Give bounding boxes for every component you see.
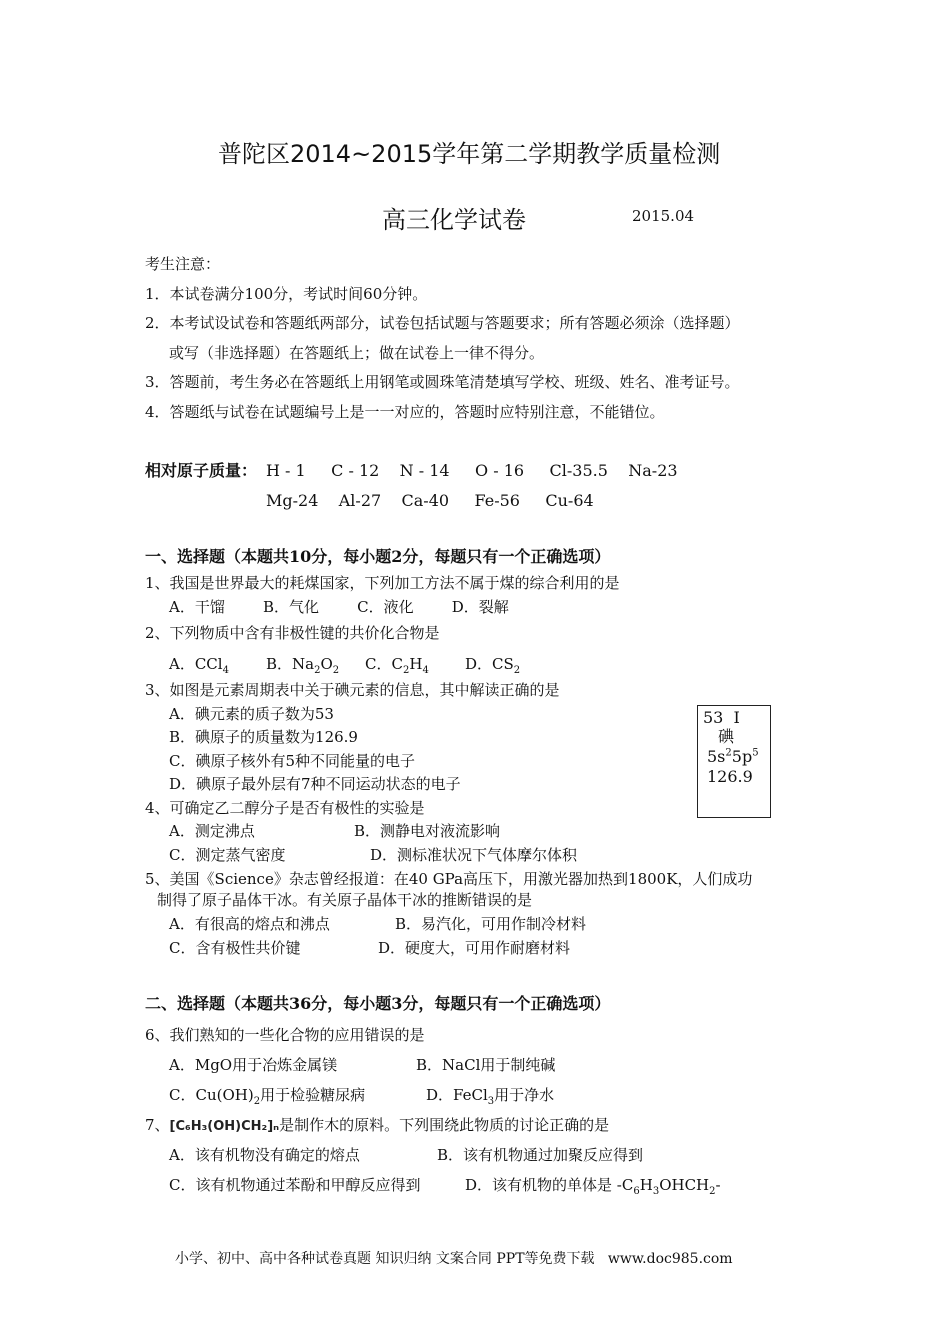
option-b: B．NaCl用于制纯碱 <box>416 1056 556 1074</box>
question-options: A．干馏 B．气化 C．液化 D．裂解 <box>169 598 509 616</box>
option-a: A．碘元素的质子数为53 <box>169 705 334 723</box>
notice-item: 1．本试卷满分100分，考试时间60分钟。 <box>145 285 428 303</box>
page-subtitle: 高三化学试卷 <box>382 206 526 234</box>
option-b: B．该有机物通过加聚反应得到 <box>437 1146 644 1164</box>
exam-date: 2015.04 <box>632 207 695 225</box>
question-stem: 7、[C₆H₃(OH)CH₂]ₙ是制作木的原料。下列围绕此物质的讨论正确的是 <box>145 1116 610 1134</box>
option-d: D．硬度大，可用作耐磨材料 <box>378 939 571 957</box>
atomic-mass-label: 相对原子质量： <box>145 461 258 480</box>
option-a: A．测定沸点 <box>169 822 255 840</box>
option-a: A．MgO用于冶炼金属镁 <box>169 1056 338 1074</box>
option-b: B．测静电对液流影响 <box>354 822 501 840</box>
section-heading: 二、选择题（本题共36分，每小题3分，每题只有一个正确选项） <box>145 994 611 1013</box>
question-stem: 1、我国是世界最大的耗煤国家，下列加工方法不属于煤的综合利用的是 <box>145 574 620 592</box>
section-heading: 一、选择题（本题共10分，每小题2分，每题只有一个正确选项） <box>145 547 611 566</box>
option-d: D．碘原子最外层有7种不同运动状态的电子 <box>169 775 461 793</box>
option-a: A．CCl$_4$ <box>169 655 229 676</box>
notice-item: 2．本考试设试卷和答题纸两部分，试卷包括试题与答题要求；所有答题必须涂（选择题） <box>145 314 740 332</box>
polymer-formula: [C₆H₃(OH)CH₂]ₙ <box>169 1119 280 1134</box>
question-stem: 3、如图是元素周期表中关于碘元素的信息，其中解读正确的是 <box>145 681 560 699</box>
notice-heading: 考生注意： <box>145 255 221 273</box>
option-b: B．$Na_2O_2$ <box>266 655 340 676</box>
notice-item: 或写（非选择题）在答题纸上；做在试卷上一律不得分。 <box>169 344 545 362</box>
option-d: D．FeCl$_3$用于净水 <box>426 1086 555 1107</box>
iodine-element-box <box>697 705 771 818</box>
option-d: D．测标准状况下气体摩尔体积 <box>370 846 578 864</box>
question-stem: 5、美国《Science》杂志曾经报道：在40 GPa高压下，用激光器加热到1800K，人们成功 <box>145 870 753 888</box>
iodine-configuration: $5s^25p^5$ <box>707 747 759 766</box>
option-b: B．易汽化，可用作制冷材料 <box>395 915 587 933</box>
option-c: C．$Cu(OH)_2$用于检验糖尿病 <box>169 1086 366 1107</box>
page-title: 普陀区2014~2015学年第二学期教学质量检测 <box>218 140 721 168</box>
question-stem: 2、下列物质中含有非极性键的共价化合物是 <box>145 624 440 642</box>
option-c: C．含有极性共价键 <box>169 939 301 957</box>
atomic-mass-row: Mg-24 Al-27 Ca-40 Fe-56 Cu-64 <box>266 491 594 510</box>
notice-item: 4．答题纸与试卷在试题编号上是一一对应的，答题时应特别注意，不能错位。 <box>145 403 665 421</box>
option-c: C．碘原子核外有5种不同能量的电子 <box>169 752 416 770</box>
option-d: D．$CS_2$ <box>465 655 521 676</box>
question-stem: 4、可确定乙二醇分子是否有极性的实验是 <box>145 799 425 817</box>
question-stem-cont: 制得了原子晶体干冰。有关原子晶体干冰的推断错误的是 <box>157 891 533 909</box>
page-footer: 小学、初中、高中各种试卷真题 知识归纳 文案合同 PPT等免费下载 www.doc985.com <box>175 1251 733 1267</box>
option-b: B．碘原子的质量数为126.9 <box>169 728 358 746</box>
option-c: C．该有机物通过苯酚和甲醇反应得到 <box>169 1176 421 1194</box>
option-a: A．有很高的熔点和沸点 <box>169 915 330 933</box>
option-c: C．$C_2H_4$ <box>365 655 429 676</box>
iodine-mass: 126.9 <box>707 767 753 786</box>
option-a: A．该有机物没有确定的熔点 <box>169 1146 360 1164</box>
iodine-name: 碘 <box>718 727 735 746</box>
iodine-number-symbol: 53 I <box>703 708 740 727</box>
question-stem: 6、我们熟知的一些化合物的应用错误的是 <box>145 1026 425 1044</box>
atomic-mass-row: H - 1 C - 12 N - 14 O - 16 Cl-35.5 Na-23 <box>266 461 678 480</box>
notice-item: 3．答题前，考生务必在答题纸上用钢笔或圆珠笔清楚填写学校、班级、姓名、准考证号。 <box>145 373 740 391</box>
option-c: C．测定蒸气密度 <box>169 846 286 864</box>
option-d: D．该有机物的单体是 $-C_6H_3OHCH_2-$ <box>465 1176 721 1197</box>
